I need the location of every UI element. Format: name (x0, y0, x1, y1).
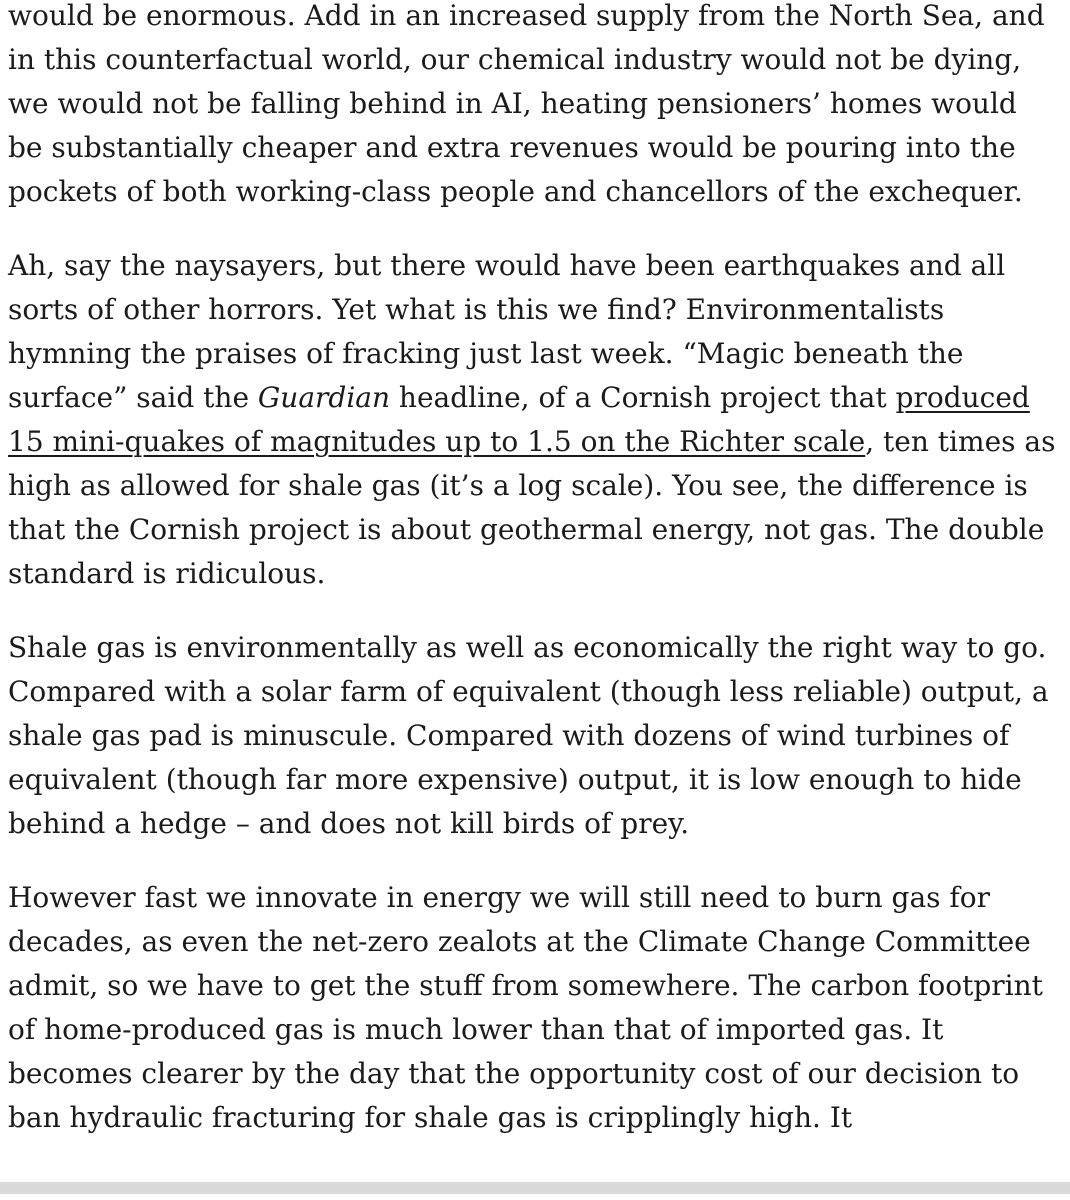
paragraph (8, 244, 1056, 596)
mini-quakes-article-link[interactable]: produced 15 mini-quakes of magnitudes up to 1.5 on the Richter scale (8, 381, 1030, 458)
paragraph-text: , ten times as high as allowed for shale gas (it’s a log scale). You see, the difference is that the Cornish project is about geothermal energy, not gas. The double standard is ridiculous. (8, 425, 1056, 590)
publication-name-italic: Guardian (257, 381, 391, 414)
paragraph-text: Ah, say the naysayers, but there would have been earthquakes and all sorts of other horrors. Yet what is this we find? Environmentalists hymning the praises of fracking just last week. “Magic beneath the surface” said the (8, 249, 1006, 414)
paragraph-text: However fast we innovate in energy we will still need to burn gas for decades, as even the net-zero zealots at the Climate Change Committee admit, so we have to get the stuff from somewhere. The carbon footprint of home-produced gas is much lower than that of imported gas. It becomes clearer by the day that the opportunity cost of our decision to ban hydraulic fracturing for shale gas is cripplingly high. It (8, 881, 1043, 1134)
paragraph-text: would be enormous. Add in an increased supply from the North Sea, and in this counterfactual world, our chemical industry would not be dying, we would not be falling behind in AI, heating pensioners’ homes would be substantially cheaper and extra revenues would be pouring into the pockets of both working-class people and chancellors of the exchequer. (8, 0, 1045, 208)
paragraph-text: headline, of a Cornish project that (390, 381, 896, 414)
paragraph (8, 626, 1056, 846)
paragraph (8, 876, 1056, 1140)
paragraph-text: Shale gas is environmentally as well as economically the right way to go. Compared with a solar farm of equivalent (though less reliable) output, a shale gas pad is minuscule. Compared with dozens of wind turbines of equivalent (though far more expensive) output, it is low enough to hide behind a hedge – and does not kill birds of prey. (8, 631, 1049, 840)
paragraph (8, 0, 1056, 214)
bottom-divider (0, 1182, 1070, 1194)
